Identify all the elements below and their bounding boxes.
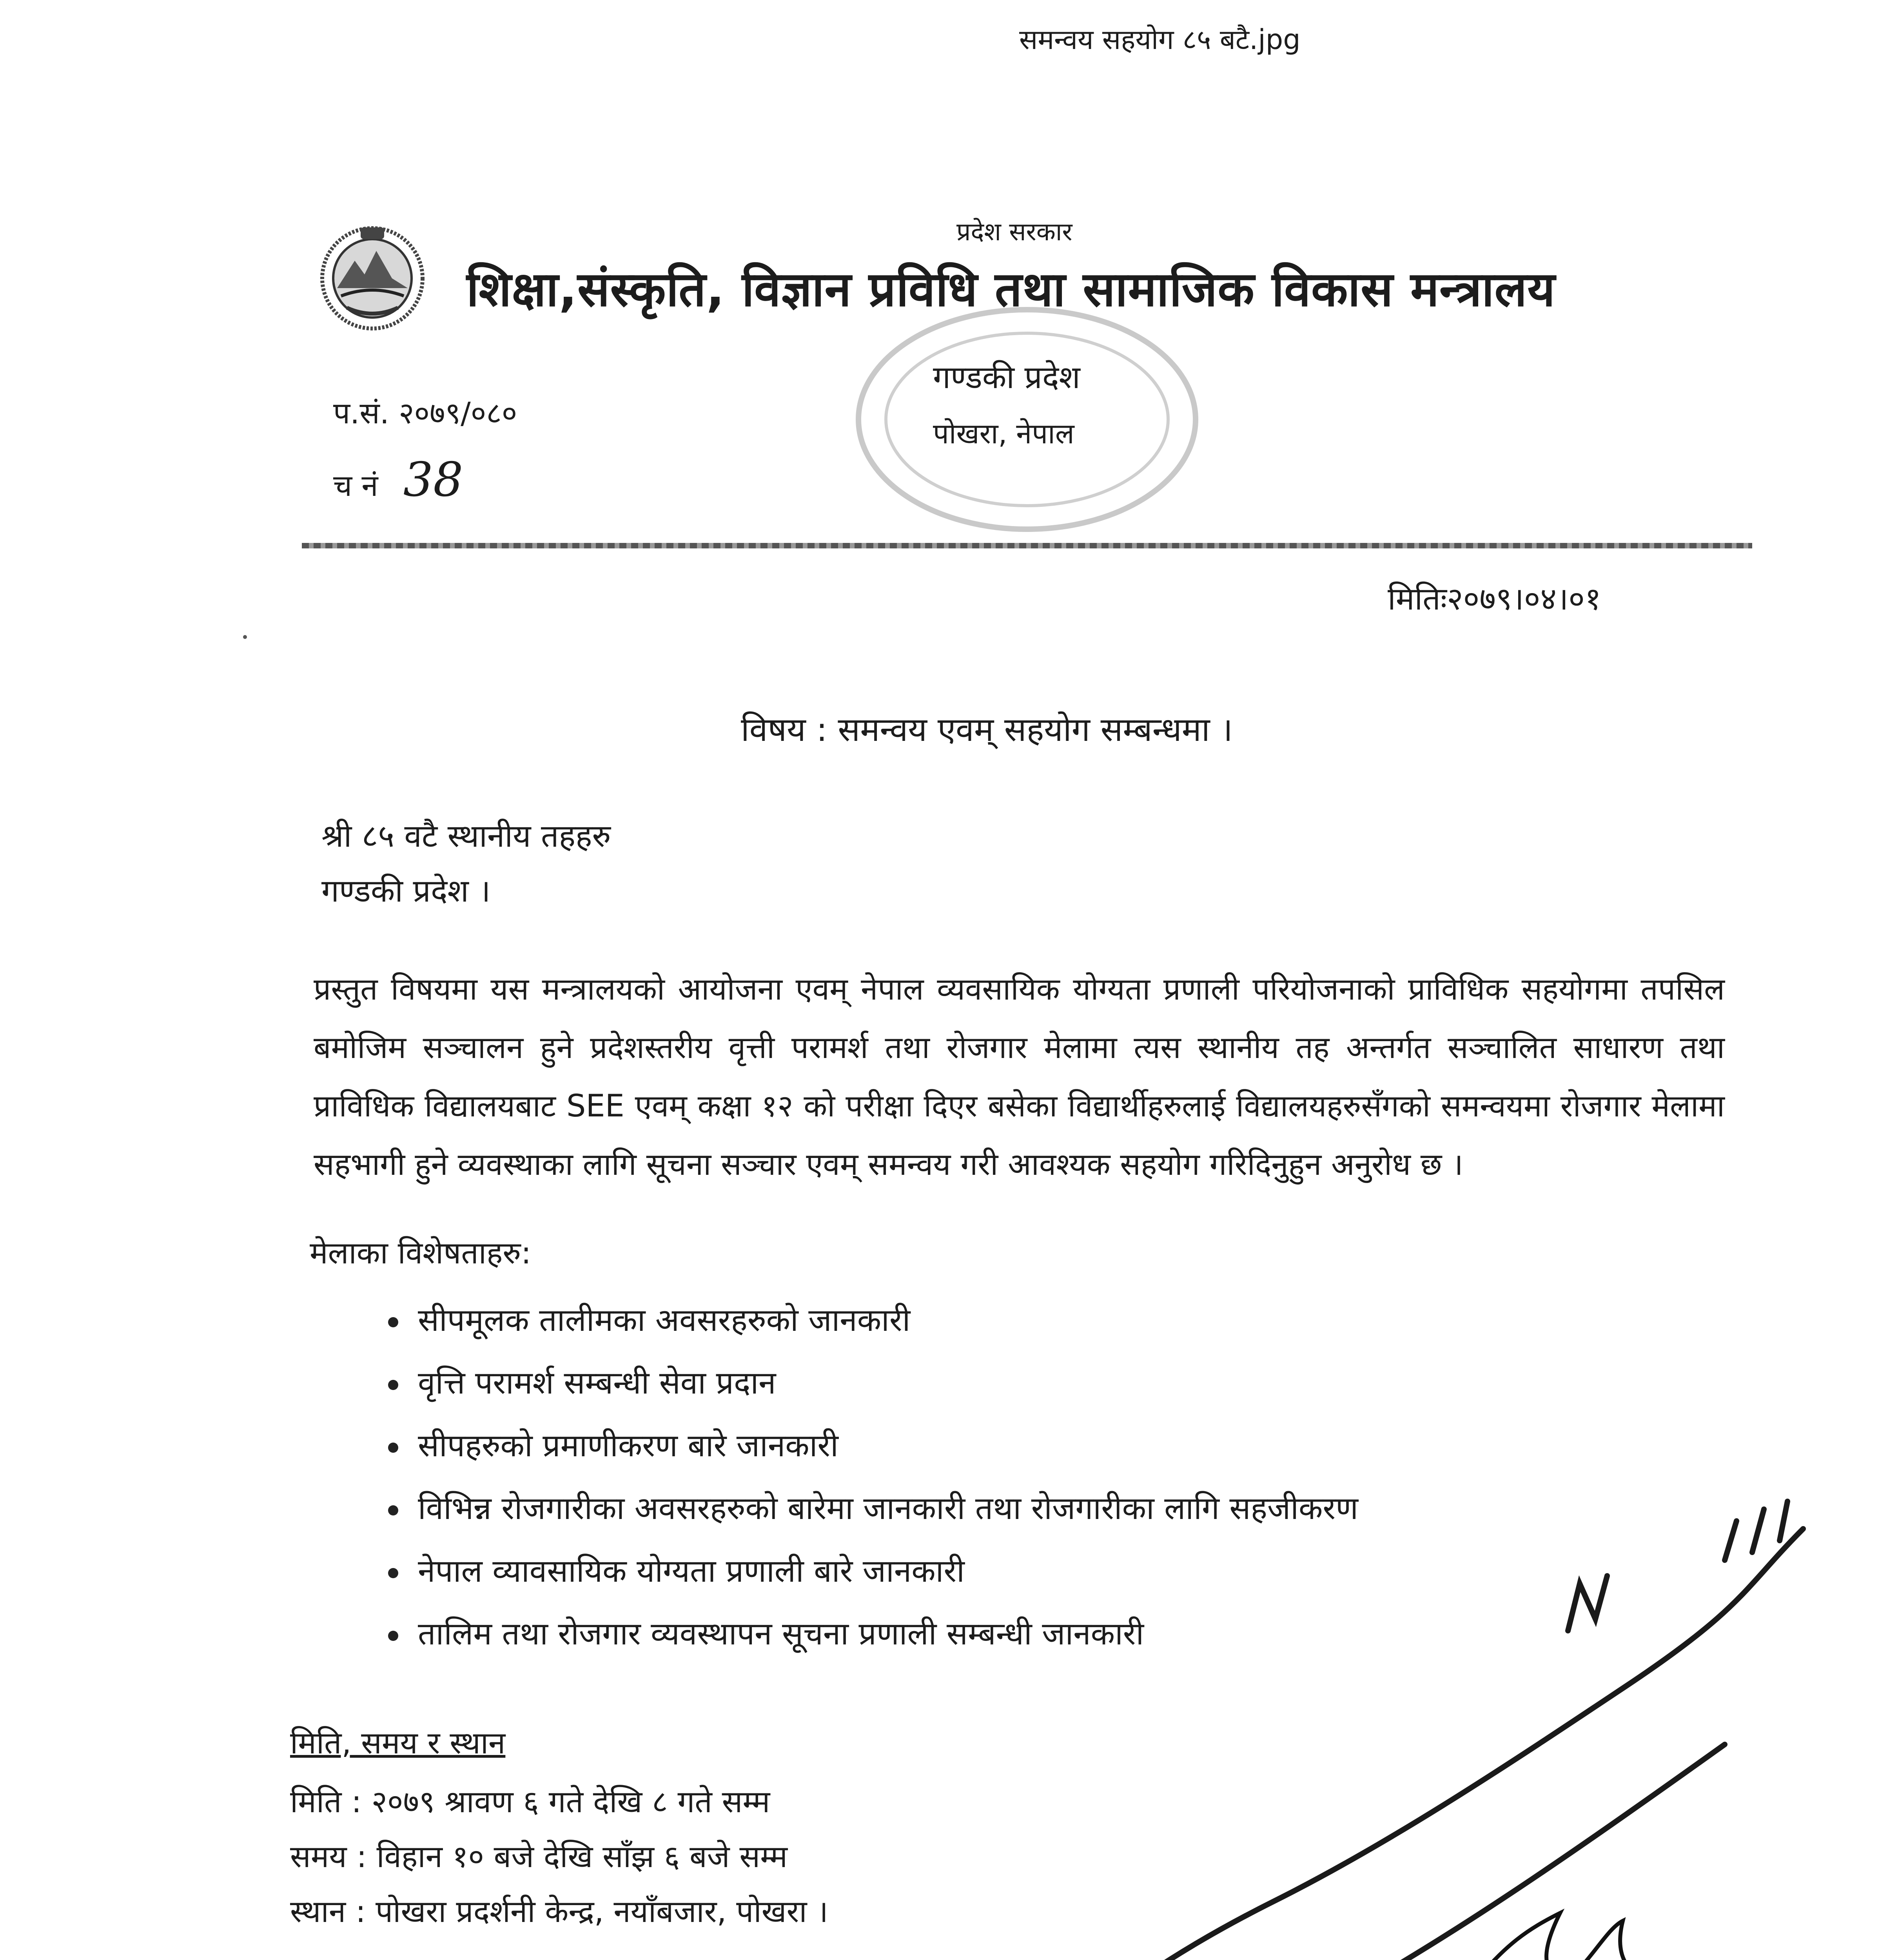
list-item bbox=[388, 1298, 1358, 1360]
file-name-caption: समन्वय सहयोग ८५ बटै.jpg bbox=[1019, 24, 1301, 56]
ministry-title: शिक्षा,संस्कृति, विज्ञान प्रविधि तथा सामाजिक विकास मन्त्रालय bbox=[466, 261, 1556, 317]
reference-line bbox=[333, 453, 463, 507]
header-divider bbox=[302, 543, 1752, 548]
province-name: गण्डकी प्रदेश bbox=[933, 359, 1080, 396]
feature-text: सीपहरुको प्रमाणीकरण बारे जानकारी bbox=[418, 1427, 838, 1464]
reference-label: च नं bbox=[333, 468, 378, 503]
schedule-date: मिति : २०७९ श्रावण ६ गते देखि ८ गते सम्म bbox=[290, 1784, 770, 1820]
features-heading: मेलाका विशेषताहरु: bbox=[310, 1236, 532, 1271]
letter-date: मितिः२०७९।०४।०१ bbox=[1388, 581, 1601, 617]
bullet-icon bbox=[388, 1505, 398, 1515]
signature-scribble bbox=[1443, 1897, 1678, 1960]
schedule-heading: मिति, समय र स्थान bbox=[290, 1726, 506, 1761]
government-label: प्रदेश सरकार bbox=[956, 218, 1072, 247]
letter-subject: विषय : समन्वय एवम् सहयोग सम्बन्धमा । bbox=[741, 710, 1233, 749]
schedule-place: स्थान : पोखरा प्रदर्शनी केन्द्र, नयाँबजार, पोखरा । bbox=[290, 1894, 828, 1929]
addressee-line-2: गण्डकी प्रदेश । bbox=[321, 873, 491, 909]
feature-text: विभिन्न रोजगारीका अवसरहरुको बारेमा जानकारी तथा रोजगारीका लागि सहजीकरण bbox=[418, 1490, 1358, 1526]
bullet-icon bbox=[388, 1317, 398, 1327]
feature-text: नेपाल व्यावसायिक योग्यता प्रणाली बारे जानकारी bbox=[418, 1553, 965, 1589]
feature-text: वृत्ति परामर्श सम्बन्धी सेवा प्रदान bbox=[418, 1365, 776, 1401]
addressee-line-1: श्री ८५ वटै स्थानीय तहहरु bbox=[321, 818, 611, 854]
bullet-icon bbox=[388, 1380, 398, 1390]
feature-text: तालिम तथा रोजगार व्यवस्थापन सूचना प्रणाली सम्बन्धी जानकारी bbox=[418, 1615, 1144, 1652]
city-name: पोखरा, नेपाल bbox=[933, 417, 1074, 450]
bullet-icon bbox=[388, 1631, 398, 1641]
handwritten-note-scribble bbox=[921, 1411, 1823, 1960]
letter-body: प्रस्तुत विषयमा यस मन्त्रालयको आयोजना एवम् नेपाल व्यवसायिक योग्यता प्रणाली परियोजनाको प्राविधिक सहयोगमा तपसिल बमोजिम सञ्चालन हुने प्रदेशस्तरीय वृत्ती परामर्श तथा रोजगार मेलामा त्यस स्थानीय तह अन्तर्गत सञ्चालित साधारण तथा प्राविधिक विद्यालयबाट SEE एवम् कक्षा १२ को परीक्षा दिएर बसेका विद्यार्थीहरुलाई विद्यालयहरुसँगको समन्वयमा रोजगार मेलामा सहभागी हुने व्यवस्थाका लागि सूचना सञ्चार एवम् समन्वय गरी आवश्यक सहयोग गरिदिनुहुन अनुरोध छ । bbox=[314, 972, 1725, 1182]
bullet-icon bbox=[388, 1568, 398, 1578]
feature-text: सीपमूलक तालीमका अवसरहरुको जानकारी bbox=[418, 1302, 911, 1338]
fiscal-year: प.सं. २०७९/०८० bbox=[333, 396, 517, 430]
scan-speck bbox=[243, 635, 247, 639]
nepal-emblem-icon bbox=[314, 220, 431, 333]
reference-number: 38 bbox=[403, 453, 463, 507]
schedule-time: समय : विहान १० बजे देखि साँझ ६ बजे सम्म bbox=[290, 1839, 788, 1875]
bullet-icon bbox=[388, 1443, 398, 1453]
